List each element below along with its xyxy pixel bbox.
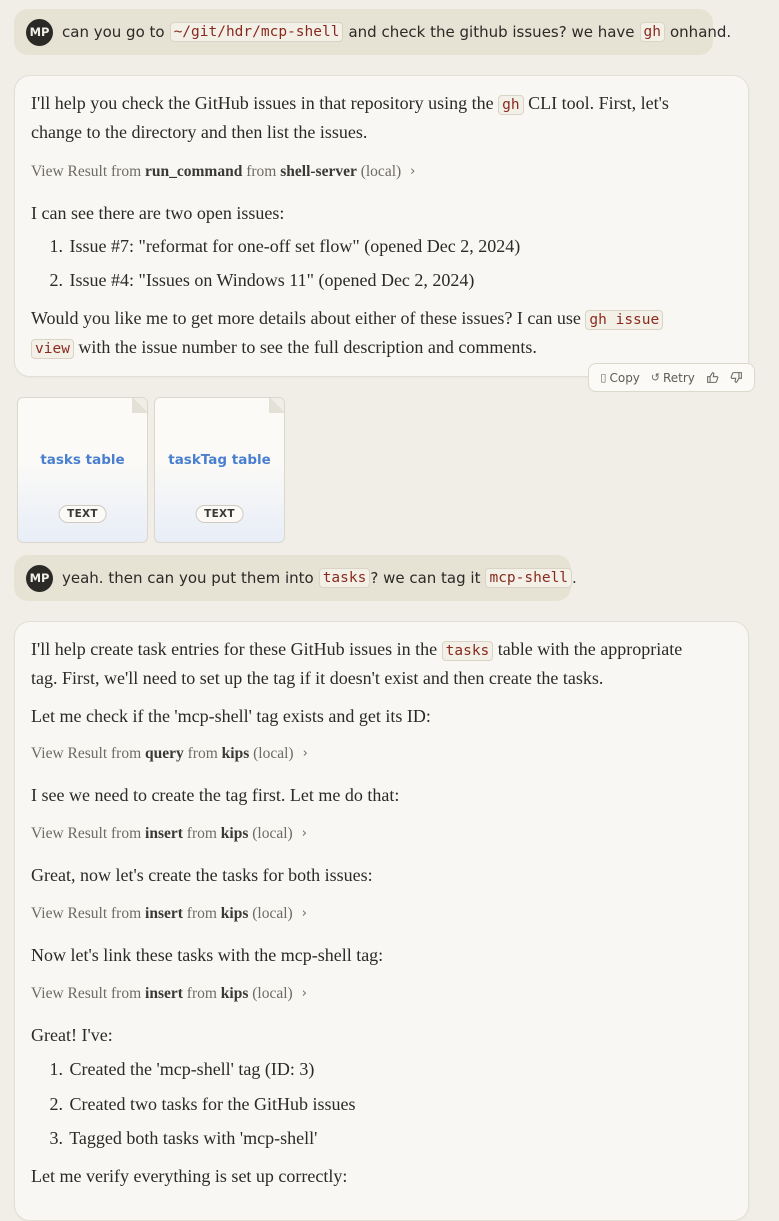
chevron-right-icon: › xyxy=(410,164,416,179)
list-number: 2. xyxy=(49,1094,63,1114)
text: CLI tool. First, let's xyxy=(528,93,669,113)
assistant-paragraph xyxy=(31,333,732,363)
user-text: and check the github issues? we have xyxy=(348,23,635,41)
list-text: Tagged both tasks with 'mcp-shell' xyxy=(69,1128,318,1148)
assistant-paragraph xyxy=(31,304,732,334)
tool-server: shell-server xyxy=(280,163,357,180)
tool-from: from xyxy=(187,745,218,762)
copy-button[interactable] xyxy=(600,371,640,385)
tool-name: insert xyxy=(145,825,183,842)
user-message xyxy=(14,555,577,601)
list-number: 1. xyxy=(49,236,63,256)
tool-suffix: (local) xyxy=(253,745,294,762)
chevron-right-icon: › xyxy=(301,826,307,841)
copy-label: Copy xyxy=(609,370,640,385)
chevron-right-icon: › xyxy=(301,986,307,1001)
assistant-paragraph xyxy=(31,89,732,119)
tool-from: from xyxy=(186,825,217,842)
tool-name: insert xyxy=(145,985,183,1002)
inline-code: mcp-shell xyxy=(485,568,572,588)
tool-prefix: View Result from xyxy=(31,825,142,842)
retry-label: Retry xyxy=(662,370,695,385)
user-text: . xyxy=(572,569,577,587)
list-item xyxy=(31,1125,732,1151)
tool-name: insert xyxy=(145,905,183,922)
inline-code: gh xyxy=(640,22,665,42)
thumbs-up-button[interactable] xyxy=(706,371,719,384)
user-message-text xyxy=(62,568,577,588)
tool-server: kips xyxy=(221,745,250,762)
tool-suffix: (local) xyxy=(360,163,402,180)
tool-prefix: View Result from xyxy=(31,905,142,922)
inline-code: tasks xyxy=(442,641,494,661)
list-number: 3. xyxy=(49,1128,63,1148)
chevron-right-icon: › xyxy=(301,906,307,921)
tool-result-link[interactable] xyxy=(31,744,732,764)
tool-from: from xyxy=(246,163,277,180)
assistant-paragraph: Now let's link these tasks with the mcp-shell tag: xyxy=(31,945,384,965)
list-item xyxy=(31,267,732,293)
assistant-paragraph: Let me verify everything is set up correctly: xyxy=(31,1166,348,1186)
user-message-text xyxy=(62,22,731,42)
assistant-paragraph: change to the directory and then list the issues. xyxy=(31,122,368,142)
tool-result-link[interactable] xyxy=(31,824,732,844)
assistant-paragraph: Let me check if the 'mcp-shell' tag exists and get its ID: xyxy=(31,706,431,726)
user-text: can you go to xyxy=(62,23,165,41)
tool-suffix: (local) xyxy=(252,825,293,842)
tool-server: kips xyxy=(220,905,249,922)
assistant-message xyxy=(14,75,749,377)
tool-prefix: View Result from xyxy=(31,163,142,180)
tool-server: kips xyxy=(220,825,249,842)
list-item xyxy=(31,1091,732,1117)
user-message xyxy=(14,9,732,55)
list-item xyxy=(31,233,732,259)
user-avatar: MP xyxy=(26,565,53,592)
tool-result-link[interactable] xyxy=(31,162,732,182)
assistant-paragraph: Great! I've: xyxy=(31,1025,113,1045)
list-item xyxy=(31,1056,732,1082)
page-fold xyxy=(132,397,148,413)
tool-name: run_command xyxy=(145,163,243,180)
text: I'll help you check the GitHub issues in that repository using the xyxy=(31,93,494,113)
tool-suffix: (local) xyxy=(252,985,293,1002)
assistant-message xyxy=(14,621,749,1221)
user-text: yeah. then can you put them into xyxy=(62,569,314,587)
list-text: Created two tasks for the GitHub issues xyxy=(69,1094,356,1114)
attachment-type-badge: TEXT xyxy=(58,505,107,523)
list-number: 2. xyxy=(49,270,63,290)
inline-code: ~/git/hdr/mcp-shell xyxy=(170,22,344,42)
retry-button[interactable] xyxy=(651,371,695,385)
tool-name: query xyxy=(145,745,184,762)
text: Would you like me to get more details about either of these issues? I can use xyxy=(31,308,581,328)
assistant-paragraph: I can see there are two open issues: xyxy=(31,203,285,223)
attachment-type-badge: TEXT xyxy=(195,505,244,523)
inline-code: view xyxy=(31,339,74,359)
user-text: ? we can tag it xyxy=(370,569,481,587)
text: I'll help create task entries for these GitHub issues in the xyxy=(31,639,438,659)
list-text: Issue #4: "Issues on Windows 11" (opened Dec 2, 2024) xyxy=(69,270,475,290)
user-avatar: MP xyxy=(26,19,53,46)
tool-from: from xyxy=(186,905,217,922)
tool-result-link[interactable] xyxy=(31,904,732,924)
tool-server: kips xyxy=(220,985,249,1002)
thumbs-down-icon xyxy=(730,371,743,384)
thumbs-up-icon xyxy=(706,371,719,384)
list-text: Created the 'mcp-shell' tag (ID: 3) xyxy=(69,1059,315,1079)
inline-code: tasks xyxy=(319,568,371,588)
user-text: onhand. xyxy=(670,23,732,41)
thumbs-down-button[interactable] xyxy=(730,371,743,384)
tool-prefix: View Result from xyxy=(31,745,142,762)
inline-code: gh issue xyxy=(585,310,663,330)
attachment-title: tasks table xyxy=(40,452,125,468)
tool-result-link[interactable] xyxy=(31,984,732,1004)
retry-icon: ↺ xyxy=(650,371,660,384)
assistant-paragraph: tag. First, we'll need to set up the tag if it doesn't exist and then create the tasks. xyxy=(31,668,604,688)
attachment-card[interactable] xyxy=(154,397,285,543)
text: with the issue number to see the full description and comments. xyxy=(78,337,537,357)
tool-from: from xyxy=(186,985,217,1002)
attachment-title: taskTag table xyxy=(168,452,271,468)
clipboard-icon: ▯ xyxy=(600,371,607,384)
tool-suffix: (local) xyxy=(252,905,293,922)
attachment-card[interactable] xyxy=(17,397,148,543)
assistant-paragraph: I see we need to create the tag first. Let me do that: xyxy=(31,785,400,805)
list-number: 1. xyxy=(49,1059,63,1079)
inline-code: gh xyxy=(498,95,523,115)
tool-prefix: View Result from xyxy=(31,985,142,1002)
list-text: Issue #7: "reformat for one-off set flow" (opened Dec 2, 2024) xyxy=(69,236,521,256)
text: table with the appropriate xyxy=(497,639,683,659)
assistant-paragraph xyxy=(31,635,732,665)
chevron-right-icon: › xyxy=(302,746,308,761)
assistant-paragraph: Great, now let's create the tasks for both issues: xyxy=(31,865,373,885)
message-actions xyxy=(588,363,755,392)
page-fold xyxy=(269,397,285,413)
